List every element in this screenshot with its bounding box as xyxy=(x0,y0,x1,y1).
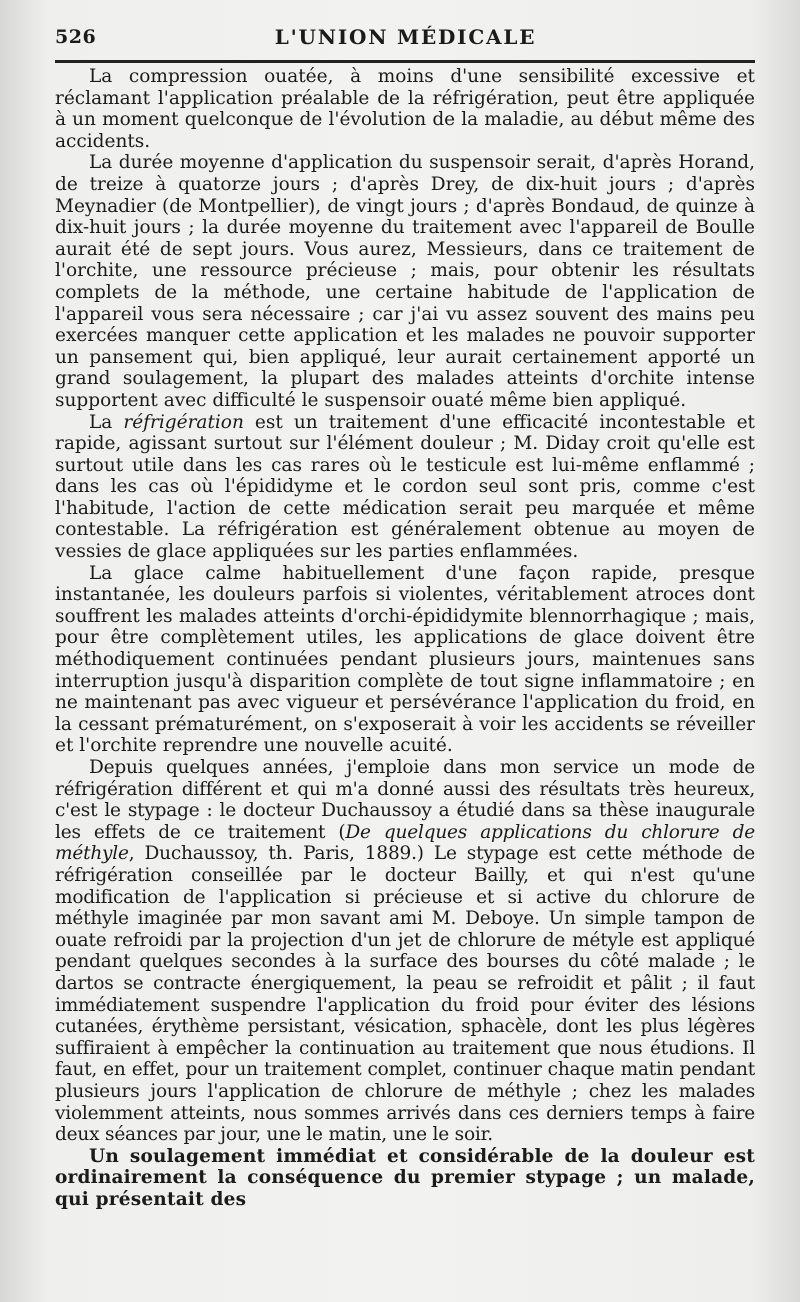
page-header xyxy=(55,24,756,52)
paragraph-stypage xyxy=(55,757,755,1146)
paragraph-refrigeration-rest: est un traitement d'une efficacité incontestable et rapide, agissant surtout sur l'élément douleur ; M. Diday croit qu'elle est surtout utile dans les cas rares où le testicule est lui-même enflammé ; dans les cas où l'épididyme et le cordon seul sont pris, comme c'est l'habitude, l'action de cette médication serait peu marquée et même contestable. La réfrigération est généralement obtenue au moyen de vessies de glace appliquées sur les parties enflammées. xyxy=(55,411,755,563)
paragraph-stypage-start: Depuis quelques années, j'emploie dans mon service un mode de réfrigération différent et qui m'a donné aussi des résultats très heureux, c'est le stypage : le docteur Duchaussoy a étudié dans sa thèse inaugurale les effets de ce traitement ( xyxy=(55,757,755,843)
paragraph-refrigeration xyxy=(55,412,755,563)
paragraph-compression: La compression ouatée, à moins d'une sensibilité excessive et réclamant l'application préalable de la réfrigération, peut être appliquée à un moment quelconque de l'évolution de la maladie, au début même des accidents. xyxy=(55,66,755,152)
header-rule xyxy=(55,60,755,63)
paragraph-stypage-rest: , Duchaussoy, th. Paris, 1889.) Le stypage est cette méthode de réfrigération conseillée par le docteur Bailly, et qui n'est qu'une modification de l'application si précieuse et si active du chlorure de méthyle imaginée par mon savant ami M. Deboye. Un simple tampon de ouate refroidi par la projection d'un jet de chlorure de métyle est appliqué pendant quelques secondes à la surface des bourses du côté malade ; le dartos se contracte énergiquement, la peau se refroidit et pâlit ; il faut immédiatement suspendre l'application du froid pour éviter des lésions cutanées, érythème persistant, vésication, sphacèle, dont les plus légères suffiraient à empêcher la continuation au traitement que nous étudions. Il faut, en effet, pour un traitement complet, continuer chaque matin pendant plusieurs jours l'application de chlorure de méthyle ; chez les malades violemment atteints, nous sommes arrivés dans ces derniers temps à faire deux séances par jour, une le matin, une le soir. xyxy=(55,843,755,1146)
term-refrigeration: réfrigération xyxy=(123,411,244,433)
paragraph-suspensoir: La durée moyenne d'application du suspensoir serait, d'après Horand, de treize à quatorze jours ; d'après Drey, de dix-huit jours ; d'après Meynadier (de Montpellier), de vingt jours ; d'après Bondaud, de quinze à dix-huit jours ; la durée moyenne du traitement avec l'appareil de Boulle aurait été de sept jours. Vous aurez, Messieurs, dans ce traitement de l'orchite, une ressource précieuse ; mais, pour obtenir les résultats complets de la méthode, une certaine habitude de l'application de l'appareil vous sera nécessaire ; car j'ai vu assez souvent des mains peu exercées manquer cette application et les malades ne pouvoir supporter un pansement qui, bien appliqué, leur aurait certainement apporté un grand soulagement, la plupart des malades atteints d'orchite intense supportent avec difficulté le suspensoir ouaté même bien appliqué. xyxy=(55,152,755,411)
running-title: L'UNION MÉDICALE xyxy=(274,25,537,49)
body-text xyxy=(55,66,755,1210)
paragraph-glace: La glace calme habituellement d'une façon rapide, presque instantanée, les douleurs parfois si violentes, véritablement atroces dont souffrent les malades atteints d'orchi-épididymite blennorrhagique ; mais, pour être complètement utiles, les applications de glace doivent être méthodiquement continuées pendant plusieurs jours, maintenues sans interruption jusqu'à disparition complète de tout signe inflammatoire ; en ne maintenant pas avec vigueur et persévérance l'application du froid, en la cessant prématurément, on s'exposerait à voir les accidents se réveiller et l'orchite reprendre une nouvelle acuité. xyxy=(55,562,755,757)
paragraph-refrigeration-start: La xyxy=(89,411,124,433)
page-number: 526 xyxy=(55,26,97,48)
thesis-title: De quelques applications du chlorure de méthyle xyxy=(55,821,755,865)
paragraph-soulagement: Un soulagement immédiat et considérable de la douleur est ordinairement la conséquence du premier stypage ; un malade, qui présentait des xyxy=(55,1145,755,1210)
